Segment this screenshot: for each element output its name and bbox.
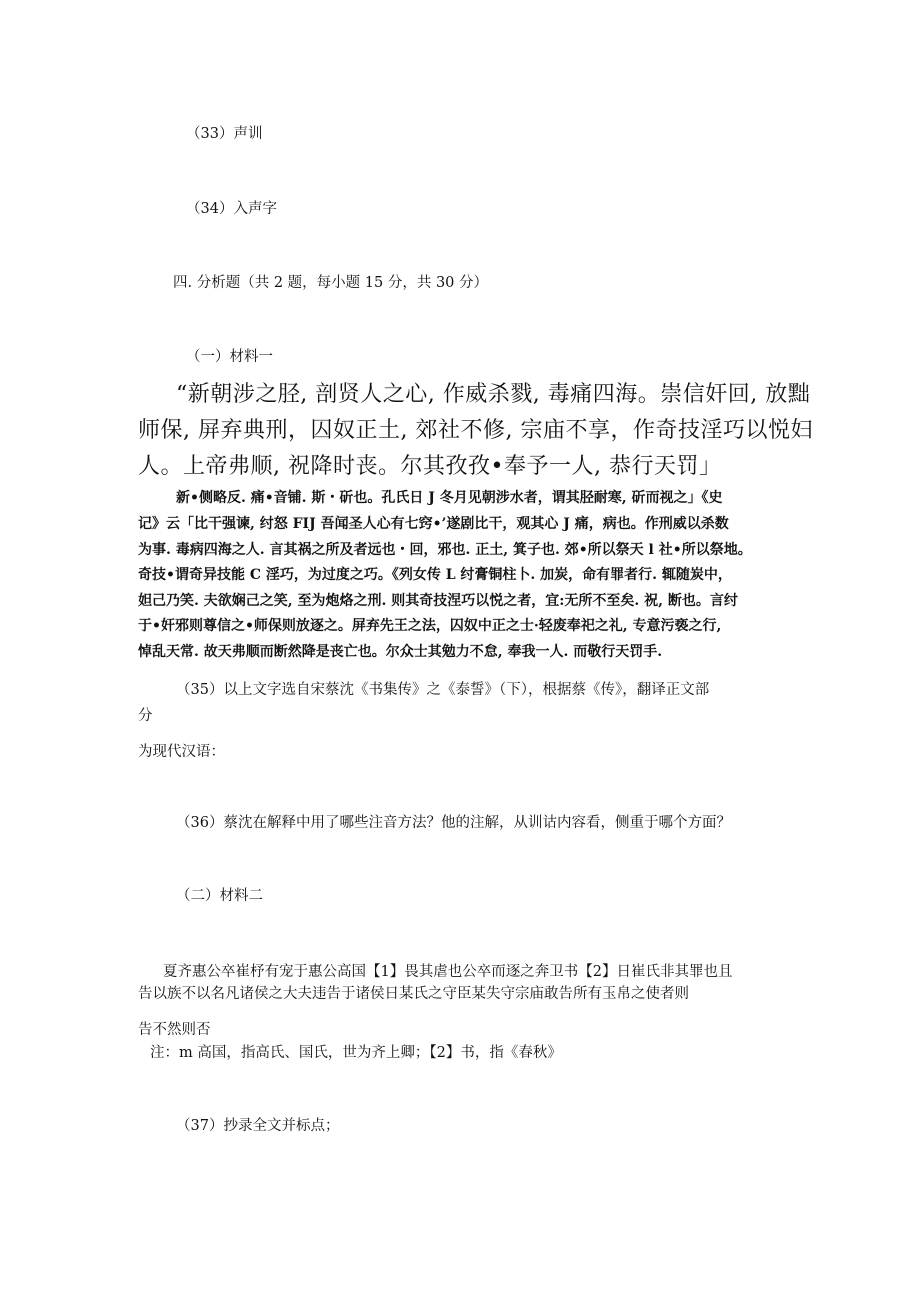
material-1-title: （一）材料一	[186, 349, 273, 365]
question-35: （35）以上文字选自宋蔡沈《书集传》之《泰誓》（下），根据蔡《传》，翻译正文部	[176, 682, 710, 698]
commentary-line: 于•奸邪则尊信之•师保则放逐之。屏弃先王之法，囚奴中正之士·轻废奉祀之礼, 专意污亵之行,	[138, 618, 722, 634]
material-1-line: 人。上帝弗顺, 祝降时丧。尔其孜孜•奉予一人, 恭行天罚」	[138, 454, 722, 479]
material-2-line: 告不然则否	[138, 1022, 211, 1038]
commentary-line: 为事. 毒病四海之人. 言其祸之所及者远也・回，邪也. 正土, 箕子也. 郊•所以祭天 l 社•所以祭地。	[138, 542, 752, 558]
question-34: （34）入声字	[186, 201, 277, 217]
question-35-continuation: 为现代汉语：	[138, 744, 225, 760]
material-2-title: （二）材料二	[176, 888, 263, 904]
commentary-line: 悼乱天常. 故天弗顺而断然降是丧亡也。尔众士其勉力不怠, 奉我一人. 而敬行天罚手.	[138, 644, 663, 660]
question-33: （33）声训	[186, 126, 263, 142]
material-2-line: 夏齐惠公卒崔杼有宠于惠公高国【1】畏其虐也公卒而逐之奔卫书【2】日崔氏非其罪也且	[163, 964, 733, 980]
section-heading: 四. 分析题（共 2 题，每小题 15 分，共 30 分）	[173, 275, 488, 291]
material-2-line: 告以族不以名凡诸侯之大夫违告于诸侯日某氏之守臣某失守宗庙敢告所有玉帛之使者则	[138, 986, 689, 1002]
commentary-line: 记》云「比干强谏, 纣怒 FIJ 吾闻圣人心有七窍•’遂剧比干，观其心 J 痛，病也。作刑威以杀数	[138, 516, 729, 532]
question-36: （36）蔡沈在解释中用了哪些注音方法？他的注解，从训诂内容看，侧重于哪个方面？	[176, 815, 731, 831]
commentary-line: 妲己乃笑. 夫欲娴己之笑, 至为炮烙之刑. 则其奇技涅巧以悦之者，宜:无所不至矣. 祝, 断也。言纣	[138, 593, 738, 609]
footnote: 注：m 高国，指高氏、国氏，世为齐上卿；【2】书，指《春秋》	[150, 1045, 562, 1061]
material-1-line: “新朝涉之胫, 剖贤人之心, 作威杀戮, 毒痛四海。崇信奸回, 放黜	[176, 382, 811, 407]
question-35-continuation: 分	[138, 708, 153, 724]
material-1-line: 师保, 屏弃典刑，囚奴正土, 郊社不修, 宗庙不享，作奇技淫巧以悦妇	[138, 418, 813, 443]
question-37: （37）抄录全文并标点；	[176, 1118, 340, 1134]
commentary-line: 新•侧略反. 痛•音铺. 斯・斫也。孔氏日 J 冬月见朝涉水者，谓其胫耐寒, 斫而视之」《史	[176, 490, 723, 506]
commentary-line: 奇技•谓奇异技能 C 淫巧，为过度之巧。《列女传 L 纣膏铜柱卜. 加炭，命有罪者行. 辄随炭中，	[138, 567, 732, 583]
